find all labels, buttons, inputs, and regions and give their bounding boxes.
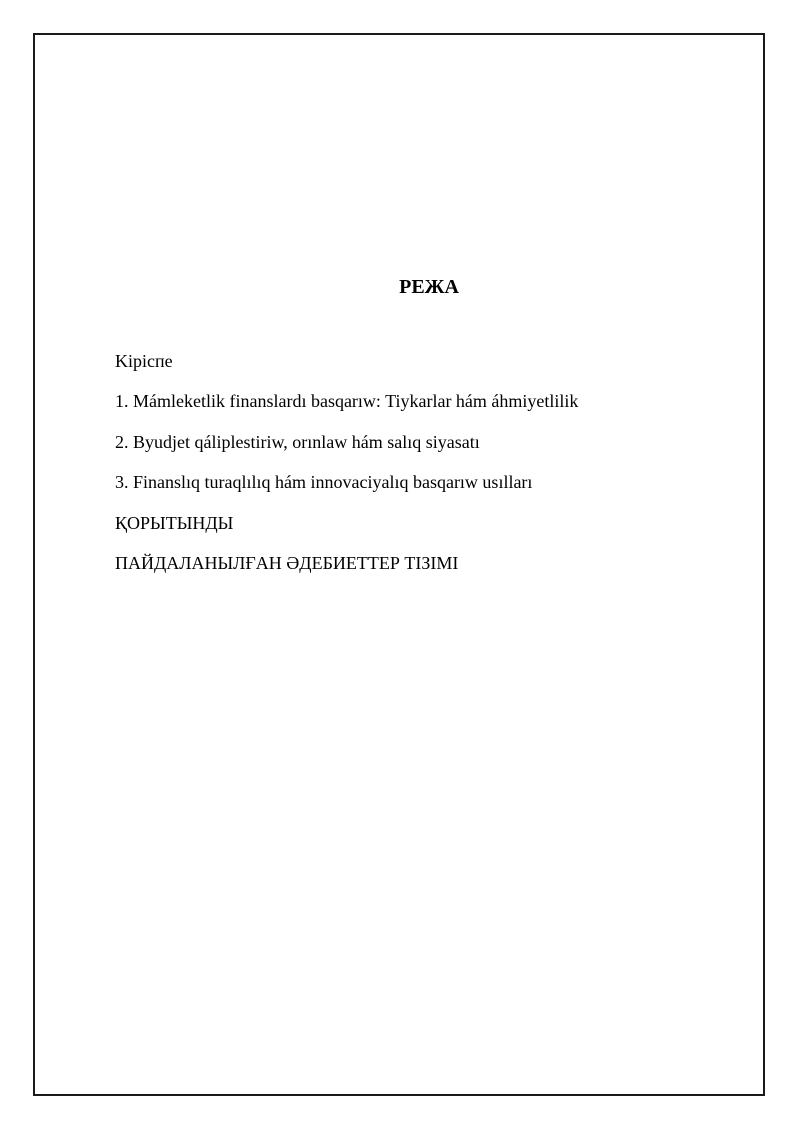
- document-title: РЕЖА: [399, 276, 459, 298]
- toc-item-chapter-2: 2. Byudjet qáliplestiriw, orınlaw hám salıq siyasatı: [115, 431, 480, 452]
- toc-item-introduction: Kipicпe: [115, 351, 173, 371]
- table-of-contents: [115, 349, 578, 591]
- toc-item-chapter-1: 1. Mámleketlik finanslardı basqarıw: Tiykarlar hám áhmiyetlilik: [115, 391, 579, 412]
- toc-item-conclusion: ҚОРЫТЫНДЫ: [115, 512, 234, 533]
- toc-item-chapter-3: 3. Finanslıq turaqlılıq hám innovaciyalıq basqarıw usılları: [115, 472, 533, 493]
- toc-item-references: ПАЙДАЛАНЫЛҒАН ӘДЕБИЕТТЕР ТІЗІМІ: [115, 552, 459, 573]
